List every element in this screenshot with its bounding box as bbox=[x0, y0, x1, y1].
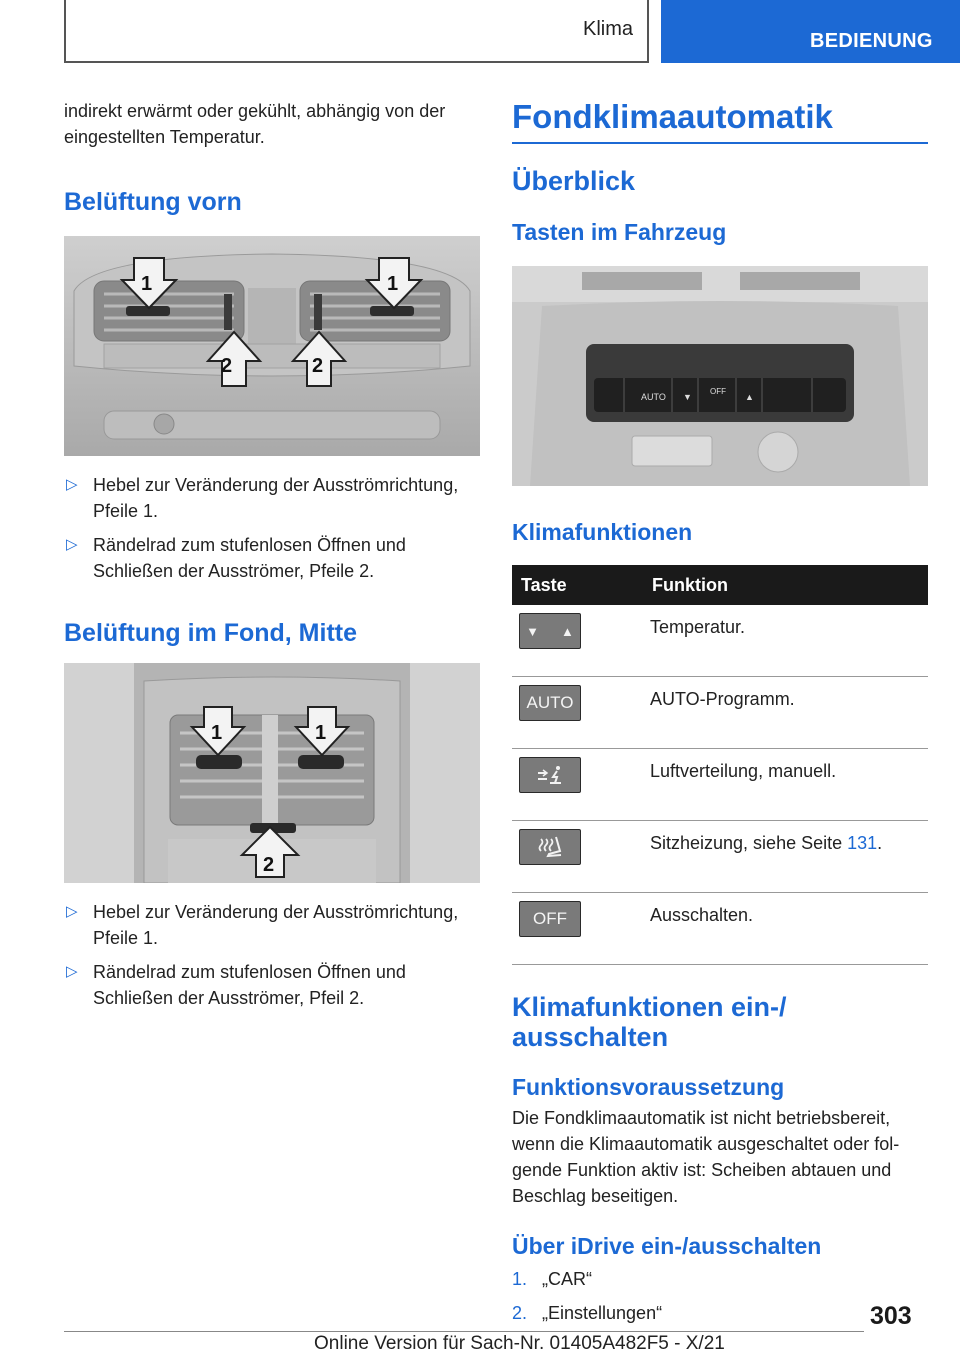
column-header-funktion: Funktion bbox=[640, 565, 928, 605]
function-text: Luftverteilung, manuell. bbox=[640, 749, 928, 821]
list-item: 2. „Einstellungen“ bbox=[512, 1303, 663, 1323]
page-link[interactable]: 131 bbox=[847, 833, 878, 853]
triangle-bullet-icon: ▷ bbox=[66, 903, 78, 920]
heading-front-vents: Belüftung vorn bbox=[64, 188, 242, 216]
triangle-bullet-icon: ▷ bbox=[66, 536, 78, 553]
left-column bbox=[64, 98, 480, 1011]
header-section-title: Klima bbox=[582, 18, 633, 40]
callout-label: 1 bbox=[211, 722, 223, 744]
temperature-arrows-icon: ▼ ▲ bbox=[519, 613, 581, 649]
svg-text:▼: ▼ bbox=[683, 392, 692, 402]
rear-vents-list bbox=[64, 899, 480, 1011]
svg-text:▲: ▲ bbox=[745, 392, 754, 402]
callout-label: 2 bbox=[221, 355, 233, 377]
title-rear-climate: Fondklimaautomatik bbox=[512, 98, 928, 144]
footer-divider bbox=[64, 1331, 864, 1332]
table-row bbox=[512, 605, 928, 677]
requirement-text: Die Fondklimaautomatik ist nicht betriebsbereit, wenn die Klimaautomatik ausgeschaltet oder folgende Funktion aktiv ist: Scheiben abtauen und Beschlag beseitigen. bbox=[512, 1108, 900, 1206]
climate-panel-image bbox=[512, 266, 928, 486]
header-tab-bedienung[interactable]: BEDIENUNG bbox=[661, 0, 960, 63]
right-column bbox=[512, 98, 928, 1326]
rear-vents-image bbox=[64, 663, 480, 883]
triangle-bullet-icon: ▷ bbox=[66, 963, 78, 980]
list-item: ▷ Hebel zur Veränderung der Ausströmrichtung, Pfeile 1. bbox=[64, 899, 480, 951]
seat-heating-icon bbox=[519, 829, 581, 865]
air-distribution-icon bbox=[519, 757, 581, 793]
front-vents-image bbox=[64, 236, 480, 456]
heading-overview: Überblick bbox=[512, 166, 636, 196]
idrive-steps bbox=[512, 1266, 928, 1326]
heading-requirement: Funktionsvoraussetzung bbox=[512, 1074, 785, 1100]
table-row bbox=[512, 893, 928, 965]
page-number: 303 bbox=[870, 1302, 912, 1330]
front-vents-illustration bbox=[64, 236, 480, 456]
auto-key-icon: AUTO bbox=[519, 685, 581, 721]
list-item: ▷ Rändelrad zum stufenlosen Öffnen und Schließen der Ausströmer, Pfeil 2. bbox=[64, 959, 480, 1011]
function-text: Temperatur. bbox=[640, 605, 928, 677]
rear-vents-illustration bbox=[64, 663, 480, 883]
table-header-row bbox=[512, 565, 928, 605]
column-header-taste: Taste bbox=[512, 565, 640, 605]
table-row bbox=[512, 749, 928, 821]
function-text: AUTO-Programm. bbox=[640, 677, 928, 749]
heading-rear-vents: Belüftung im Fond, Mitte bbox=[64, 619, 358, 647]
panel-off-label: OFF bbox=[710, 387, 726, 396]
heading-climate-functions: Klimafunktionen bbox=[512, 519, 693, 545]
table-row bbox=[512, 677, 928, 749]
callout-label: 1 bbox=[315, 722, 327, 744]
callout-label: 1 bbox=[141, 273, 153, 295]
heading-buttons-in-vehicle: Tasten im Fahrzeug bbox=[512, 219, 727, 245]
off-key-icon: OFF bbox=[519, 901, 581, 937]
triangle-bullet-icon: ▷ bbox=[66, 476, 78, 493]
list-item: 1. „CAR“ bbox=[512, 1269, 592, 1289]
function-text: Sitzheizung, siehe Seite 131. bbox=[640, 821, 928, 893]
footer-text: Online Version für Sach-Nr. 01405A482F5 - X/21 bbox=[314, 1333, 725, 1354]
front-vents-list bbox=[64, 472, 480, 584]
callout-label: 1 bbox=[387, 273, 399, 295]
table-row bbox=[512, 821, 928, 893]
function-text: Ausschalten. bbox=[640, 893, 928, 965]
heading-idrive: Über iDrive ein-/ausschalten bbox=[512, 1233, 822, 1259]
list-item: ▷ Rändelrad zum stufenlosen Öffnen und Schließen der Ausströmer, Pfeile 2. bbox=[64, 532, 480, 584]
list-item: ▷ Hebel zur Veränderung der Ausströmrichtung, Pfeile 1. bbox=[64, 472, 480, 524]
panel-auto-label: AUTO bbox=[641, 392, 666, 402]
header-box bbox=[64, 0, 649, 63]
heading-functions-on-off: Klimafunktionen ein-/ ausschalten bbox=[512, 992, 787, 1052]
climate-panel-illustration bbox=[512, 266, 928, 486]
callout-label: 2 bbox=[312, 355, 324, 377]
intro-text: indirekt erwärmt oder gekühlt, abhängig von der eingestellten Temperatur. bbox=[64, 101, 446, 147]
callout-label: 2 bbox=[263, 854, 275, 876]
climate-functions-table bbox=[512, 565, 928, 965]
